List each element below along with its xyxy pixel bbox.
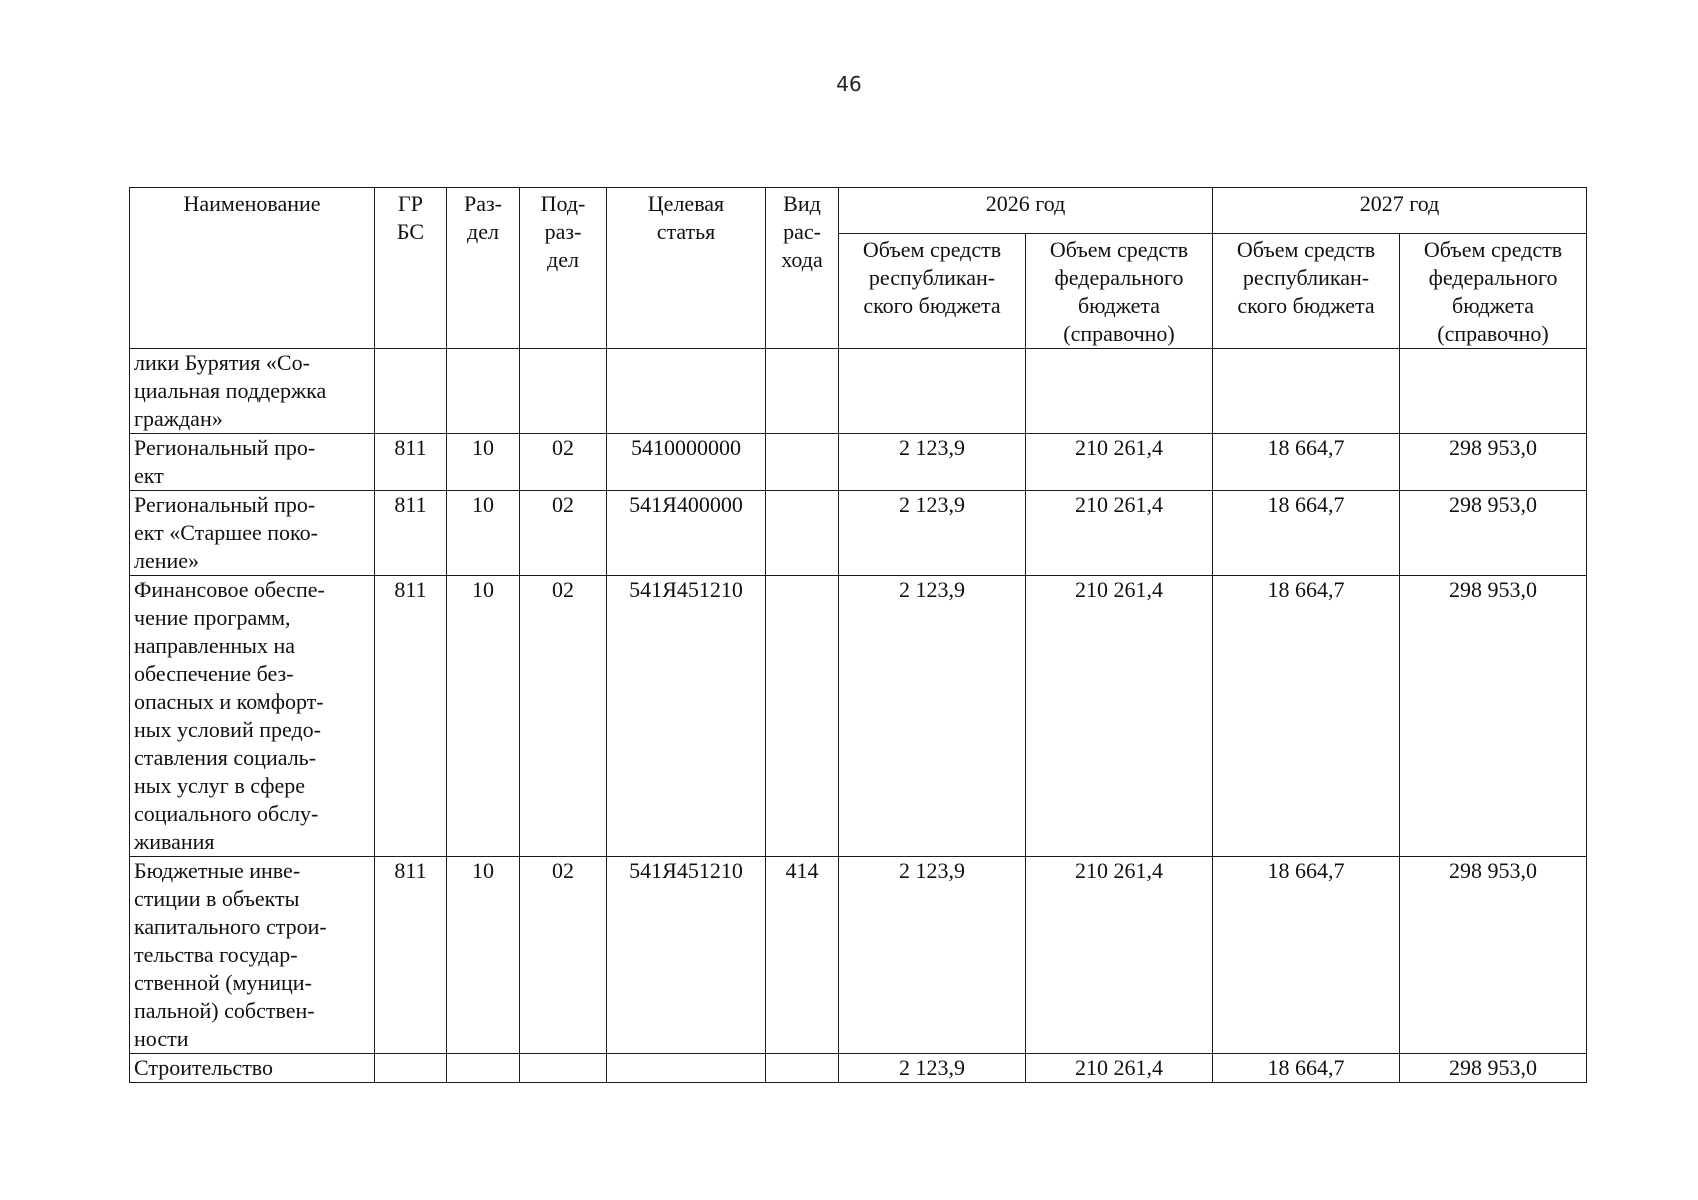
row-name: Региональный про- ект <box>130 434 375 491</box>
row-subsection <box>520 1054 607 1083</box>
header-2027-republic: Объем средств республикан- ского бюджета <box>1213 234 1400 349</box>
budget-table <box>129 187 1587 1083</box>
row-section: 10 <box>447 857 520 1054</box>
row-grbs: 811 <box>375 857 447 1054</box>
table-row <box>130 349 1587 434</box>
row-2027-federal: 298 953,0 <box>1400 857 1587 1054</box>
row-target-article <box>607 349 766 434</box>
row-section <box>447 1054 520 1083</box>
row-expense-type <box>766 491 839 576</box>
row-2026-republic: 2 123,9 <box>839 1054 1026 1083</box>
header-2027-federal: Объем средств федерального бюджета (справочно) <box>1400 234 1587 349</box>
table-row <box>130 576 1587 857</box>
header-grbs: ГР БС <box>375 188 447 349</box>
header-2026-republic: Объем средств республикан- ского бюджета <box>839 234 1026 349</box>
row-target-article: 5410000000 <box>607 434 766 491</box>
row-2027-republic: 18 664,7 <box>1213 1054 1400 1083</box>
row-2027-federal: 298 953,0 <box>1400 434 1587 491</box>
row-grbs <box>375 1054 447 1083</box>
row-2027-republic <box>1213 349 1400 434</box>
row-name: Бюджетные инве- стиции в объекты капитального строи- тельства государ- ственной (муници- пальной) собствен- ности <box>130 857 375 1054</box>
row-section: 10 <box>447 434 520 491</box>
row-subsection: 02 <box>520 857 607 1054</box>
row-2027-federal: 298 953,0 <box>1400 491 1587 576</box>
row-subsection: 02 <box>520 434 607 491</box>
table-header <box>130 188 1587 349</box>
row-grbs: 811 <box>375 576 447 857</box>
row-target-article <box>607 1054 766 1083</box>
table-row <box>130 1054 1587 1083</box>
row-grbs <box>375 349 447 434</box>
row-2026-republic: 2 123,9 <box>839 576 1026 857</box>
row-2026-federal: 210 261,4 <box>1026 434 1213 491</box>
row-name: лики Бурятия «Со- циальная поддержка граждан» <box>130 349 375 434</box>
row-section: 10 <box>447 491 520 576</box>
row-name: Финансовое обеспе- чение программ, направленных на обеспечение без- опасных и комфорт- ных условий предо- ставления социаль- ных услуг в сфере социального обслу- живания <box>130 576 375 857</box>
row-target-article: 541Я400000 <box>607 491 766 576</box>
header-expense-type: Вид рас- хода <box>766 188 839 349</box>
table-row <box>130 857 1587 1054</box>
row-2027-federal: 298 953,0 <box>1400 576 1587 857</box>
row-target-article: 541Я451210 <box>607 857 766 1054</box>
row-name: Строительство <box>130 1054 375 1083</box>
header-year-2027: 2027 год <box>1213 188 1587 234</box>
row-2027-republic: 18 664,7 <box>1213 491 1400 576</box>
row-2026-republic: 2 123,9 <box>839 491 1026 576</box>
row-subsection: 02 <box>520 491 607 576</box>
table-row <box>130 491 1587 576</box>
row-2027-republic: 18 664,7 <box>1213 434 1400 491</box>
row-subsection: 02 <box>520 576 607 857</box>
row-subsection <box>520 349 607 434</box>
row-expense-type: 414 <box>766 857 839 1054</box>
row-2027-republic: 18 664,7 <box>1213 857 1400 1054</box>
header-name: Наименование <box>130 188 375 349</box>
row-2026-federal: 210 261,4 <box>1026 576 1213 857</box>
row-section <box>447 349 520 434</box>
row-2026-federal: 210 261,4 <box>1026 491 1213 576</box>
row-name: Региональный про- ект «Старшее поко- ление» <box>130 491 375 576</box>
table-row <box>130 434 1587 491</box>
row-2026-federal: 210 261,4 <box>1026 857 1213 1054</box>
row-2027-federal <box>1400 349 1587 434</box>
row-2026-republic: 2 123,9 <box>839 434 1026 491</box>
row-2027-federal: 298 953,0 <box>1400 1054 1587 1083</box>
row-target-article: 541Я451210 <box>607 576 766 857</box>
row-2026-republic <box>839 349 1026 434</box>
row-expense-type <box>766 576 839 857</box>
row-section: 10 <box>447 576 520 857</box>
header-2026-federal: Объем средств федерального бюджета (справочно) <box>1026 234 1213 349</box>
row-expense-type <box>766 349 839 434</box>
header-subsection: Под- раз- дел <box>520 188 607 349</box>
header-section: Раз- дел <box>447 188 520 349</box>
row-2026-federal <box>1026 349 1213 434</box>
page-number: 46 <box>836 72 862 96</box>
header-target-article: Целевая статья <box>607 188 766 349</box>
header-year-2026: 2026 год <box>839 188 1213 234</box>
row-2027-republic: 18 664,7 <box>1213 576 1400 857</box>
row-grbs: 811 <box>375 491 447 576</box>
row-expense-type <box>766 434 839 491</box>
row-2026-federal: 210 261,4 <box>1026 1054 1213 1083</box>
row-expense-type <box>766 1054 839 1083</box>
row-2026-republic: 2 123,9 <box>839 857 1026 1054</box>
table-body <box>130 349 1587 1083</box>
row-grbs: 811 <box>375 434 447 491</box>
